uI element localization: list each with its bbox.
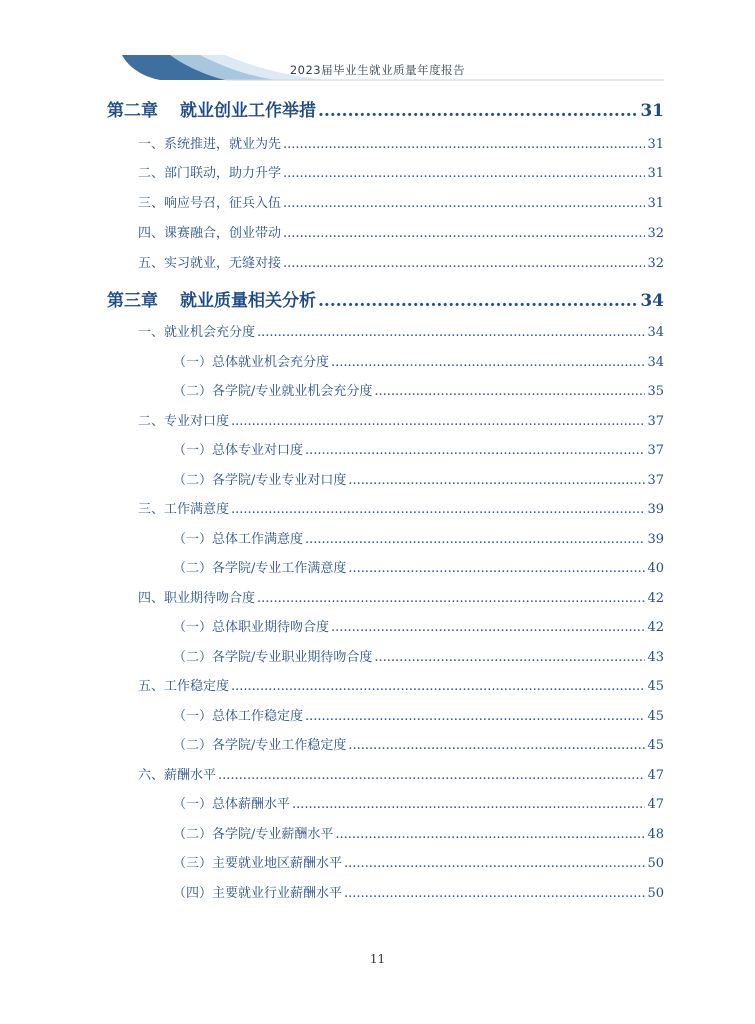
- toc-page-number: 42: [647, 591, 664, 606]
- dot-leader: [283, 166, 645, 181]
- dot-leader: [318, 291, 638, 311]
- toc-entry-label: （一）总体工作满意度: [173, 532, 304, 547]
- toc-page-number: 37: [647, 473, 664, 488]
- dot-leader: [283, 137, 645, 152]
- page-header: [0, 0, 755, 90]
- toc-section-entry[interactable]: [173, 469, 664, 488]
- toc-page-number: 47: [647, 768, 664, 783]
- toc-page-number: 50: [647, 856, 664, 871]
- toc-section-entry[interactable]: [173, 852, 664, 871]
- dot-leader: [283, 196, 645, 211]
- toc-section-entry[interactable]: [138, 410, 664, 429]
- toc-page-number: 50: [647, 886, 664, 901]
- toc-page-number: 42: [647, 620, 664, 635]
- toc-section-entry[interactable]: [138, 587, 664, 606]
- toc-section-entry[interactable]: [138, 133, 664, 152]
- toc-entry-label: （二）各学院/专业工作满意度: [173, 561, 347, 576]
- toc-entry-label: 五、工作稳定度: [138, 679, 230, 694]
- toc-section-entry[interactable]: [173, 616, 664, 635]
- dot-leader: [331, 355, 645, 370]
- toc-entry-label: [107, 286, 316, 311]
- chapter-number: 第三章: [107, 291, 158, 311]
- toc-entry-label: （一）总体薪酬水平: [173, 797, 291, 812]
- toc-page-number: 34: [647, 325, 664, 340]
- toc-page-number: 48: [647, 827, 664, 842]
- toc-section-entry[interactable]: [138, 252, 664, 271]
- toc-page-number: 45: [647, 679, 664, 694]
- toc-entry-label: 四、课赛融合，创业带动: [138, 226, 282, 241]
- toc-entry-label: （二）各学院/专业专业对口度: [173, 473, 347, 488]
- toc-section-entry[interactable]: [138, 675, 664, 694]
- toc-section-entry[interactable]: [138, 498, 664, 517]
- toc-chapter-entry[interactable]: [107, 96, 664, 121]
- dot-leader: [257, 325, 645, 340]
- toc-entry-label: （一）总体工作稳定度: [173, 709, 304, 724]
- toc-entry-label: 一、就业机会充分度: [138, 325, 256, 340]
- toc-entry-label: 五、实习就业，无缝对接: [138, 256, 282, 271]
- toc-section-entry[interactable]: [138, 162, 664, 181]
- toc-entry-label: （一）总体专业对口度: [173, 443, 304, 458]
- toc-section-entry[interactable]: [138, 764, 664, 783]
- toc-section-entry[interactable]: [173, 705, 664, 724]
- toc-page-number: 34: [640, 291, 664, 311]
- report-title: 2023届毕业生就业质量年度报告: [289, 63, 466, 77]
- toc-page-number: 31: [647, 196, 664, 211]
- dot-leader: [231, 679, 645, 694]
- toc-entry-label: 二、专业对口度: [138, 414, 230, 429]
- toc-section-entry[interactable]: [173, 557, 664, 576]
- toc-section-entry[interactable]: [173, 882, 664, 901]
- dot-leader: [305, 709, 645, 724]
- toc-page-number: 31: [640, 101, 664, 121]
- dot-leader: [257, 591, 645, 606]
- dot-leader: [218, 768, 645, 783]
- toc-section-entry[interactable]: [138, 222, 664, 241]
- dot-leader: [374, 384, 645, 399]
- toc-section-entry[interactable]: [173, 380, 664, 399]
- dot-leader: [348, 738, 645, 753]
- toc-entry-label: 三、响应号召，征兵入伍: [138, 196, 282, 211]
- toc-entry-label: 一、系统推进，就业为先: [138, 137, 282, 152]
- chapter-title: 就业创业工作举措: [180, 101, 316, 121]
- toc-entry-label: （一）总体职业期待吻合度: [173, 620, 330, 635]
- dot-leader: [348, 561, 645, 576]
- dot-leader: [335, 827, 645, 842]
- toc-chapter-entry[interactable]: [107, 286, 664, 311]
- toc-page-number: 45: [647, 738, 664, 753]
- toc-page-number: 34: [647, 355, 664, 370]
- toc-page-number: 40: [647, 561, 664, 576]
- dot-leader: [292, 797, 645, 812]
- toc-section-entry[interactable]: [173, 528, 664, 547]
- dot-leader: [231, 502, 645, 517]
- toc-page-number: 32: [647, 256, 664, 271]
- toc-page-number: 45: [647, 709, 664, 724]
- toc-entry-label: 二、部门联动，助力升学: [138, 166, 282, 181]
- toc-section-entry[interactable]: [173, 439, 664, 458]
- toc-entry-label: 四、职业期待吻合度: [138, 591, 256, 606]
- toc-section-entry[interactable]: [173, 351, 664, 370]
- dot-leader: [305, 443, 645, 458]
- toc-entry-label: （二）各学院/专业职业期待吻合度: [173, 650, 373, 665]
- toc-page-number: 32: [647, 226, 664, 241]
- chapter-number: 第二章: [107, 101, 158, 121]
- toc-section-entry[interactable]: [173, 734, 664, 753]
- dot-leader: [231, 414, 645, 429]
- toc-entry-label: [107, 96, 316, 121]
- toc-page-number: 47: [647, 797, 664, 812]
- toc-entry-label: （三）主要就业地区薪酬水平: [173, 856, 343, 871]
- dot-leader: [344, 856, 645, 871]
- toc-section-entry[interactable]: [173, 823, 664, 842]
- toc-page-number: 35: [647, 384, 664, 399]
- dot-leader: [331, 620, 645, 635]
- toc-section-entry[interactable]: [138, 192, 664, 211]
- toc-entry-label: （四）主要就业行业薪酬水平: [173, 886, 343, 901]
- dot-leader: [283, 226, 645, 241]
- dot-leader: [374, 650, 645, 665]
- toc-entry-label: 六、薪酬水平: [138, 768, 217, 783]
- toc-entry-label: （二）各学院/专业工作稳定度: [173, 738, 347, 753]
- toc-section-entry[interactable]: [173, 793, 664, 812]
- toc-page-number: 39: [647, 502, 664, 517]
- chapter-title: 就业质量相关分析: [180, 291, 316, 311]
- dot-leader: [318, 101, 638, 121]
- toc-entry-label: （二）各学院/专业就业机会充分度: [173, 384, 373, 399]
- toc-entry-label: （二）各学院/专业薪酬水平: [173, 827, 334, 842]
- toc-section-entry[interactable]: [138, 321, 664, 340]
- dot-leader: [283, 256, 645, 271]
- page-number: 11: [369, 952, 386, 966]
- dot-leader: [344, 886, 645, 901]
- toc-page-number: 39: [647, 532, 664, 547]
- toc-page-number: 37: [647, 443, 664, 458]
- toc-entry-label: （一）总体就业机会充分度: [173, 355, 330, 370]
- toc-page-number: 31: [647, 166, 664, 181]
- dot-leader: [305, 532, 645, 547]
- dot-leader: [348, 473, 645, 488]
- toc-page-number: 31: [647, 137, 664, 152]
- toc-page-number: 43: [647, 650, 664, 665]
- toc-page-number: 37: [647, 414, 664, 429]
- toc-entry-label: 三、工作满意度: [138, 502, 230, 517]
- toc-section-entry[interactable]: [173, 646, 664, 665]
